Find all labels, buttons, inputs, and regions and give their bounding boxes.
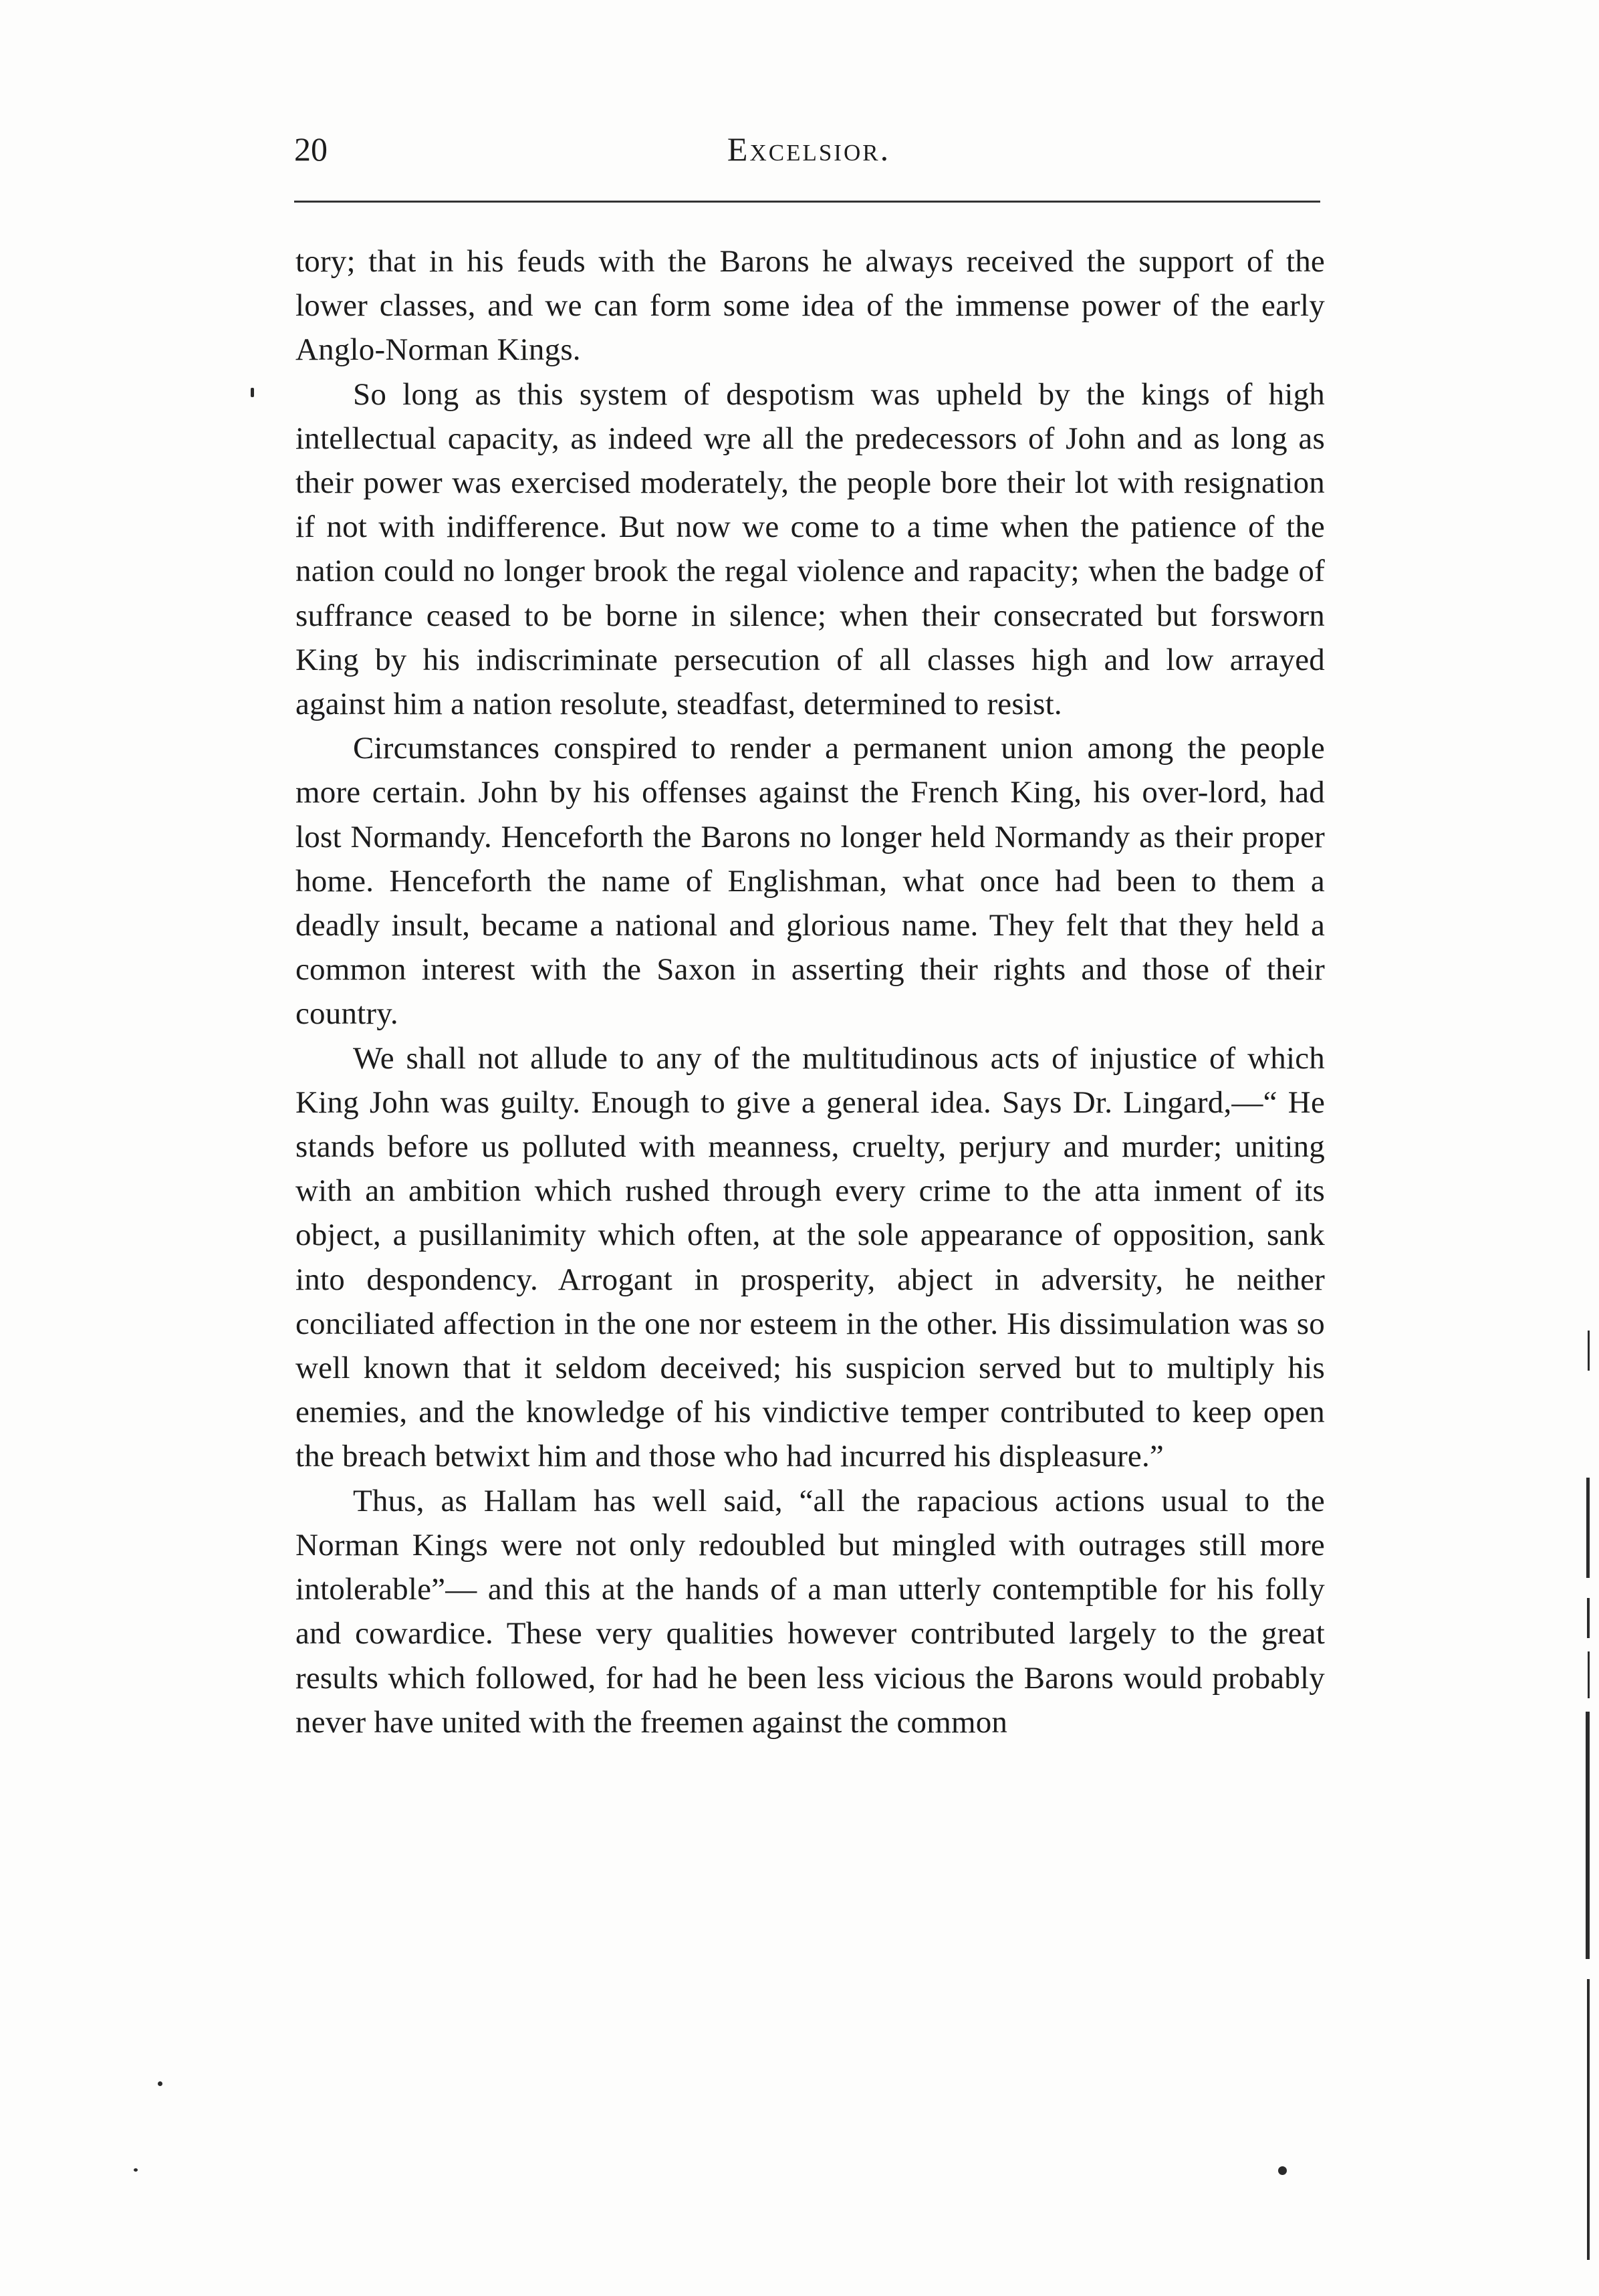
scan-edge-mark xyxy=(1587,1598,1590,1638)
running-title: Excelsior. xyxy=(727,130,891,168)
page-number: 20 xyxy=(294,130,328,168)
scan-speck xyxy=(1278,2166,1287,2175)
header-rule xyxy=(294,201,1320,203)
running-head xyxy=(294,126,1324,173)
paragraph: Thus, as Hallam has well said, “all the rapacious actions usual to the Norman Kings were not only redoubled but mingled with outrages still more intolerable”— and this at the hands of a man utterly contemptible for his folly and cowardice. These very qualities however contributed largely to the great results which followed, for had he been less vicious the Barons would probably never have united with the freemen against the common xyxy=(295,1483,1325,1740)
body-text xyxy=(295,239,1325,1744)
scan-edge-mark xyxy=(1588,1651,1590,1698)
scan-edge-mark xyxy=(1586,1712,1590,1959)
paragraph: Circumstances conspired to render a permanent union among the people more certain. John by his offenses against the French King, his over-lord, had lost Normandy. Henceforth the Barons no longer held Normandy as their proper home. Henceforth the name of Englishman, what once had been to them a deadly insult, became a national and glorious name. They felt that they held a common interest with the Saxon in asserting their rights and those of their country. xyxy=(295,731,1325,1032)
scan-speck xyxy=(158,2081,162,2086)
scan-speck xyxy=(251,388,254,397)
scan-speck xyxy=(134,2168,138,2172)
paragraph: We shall not allude to any of the multitudinous acts of injustice of which King John was guilty. Enough to give a general idea. Says Dr. Lingard,—“ He stands before us polluted with meanness, cruelty, perjury and murder; uniting with an ambition which rushed through every crime to the atta inment of its object, a pusillanimity which often, at the sole appearance of opposition, sank into despondency. Arrogant in prosperity, abject in adversity, he neither conciliated affection in the one nor esteem in the other. His dissimulation was so well known that it seldom deceived; his suspicion served but to multiply his enemies, and the knowledge of his vindictive temper contributed to keep open the breach betwixt him and those who had incurred his displeasure.” xyxy=(295,1040,1325,1474)
scan-edge-mark xyxy=(1587,1979,1590,2260)
paragraph: So long as this system of despotism was upheld by the kings of high intellectual capacity, as indeed w̧re all the predecessors of John and as long as their power was exercised moderately, the people bore their lot with resignation if not with indifference. But now we come to a time when the patience of the nation could no longer brook the regal violence and rapacity; when the badge of suffrance ceased to be borne in silence; when their consecrated but forsworn King by his indiscriminate persecution of all classes high and low arrayed against him a nation resolute, steadfast, determined to resist. xyxy=(295,376,1325,722)
scan-edge-mark xyxy=(1588,1331,1590,1371)
scan-edge-mark xyxy=(1586,1478,1590,1578)
paragraph: tory; that in his feuds with the Barons he always received the support of the lower classes, and we can form some idea of the immense power of the early Anglo-Norman Kings. xyxy=(295,244,1325,368)
